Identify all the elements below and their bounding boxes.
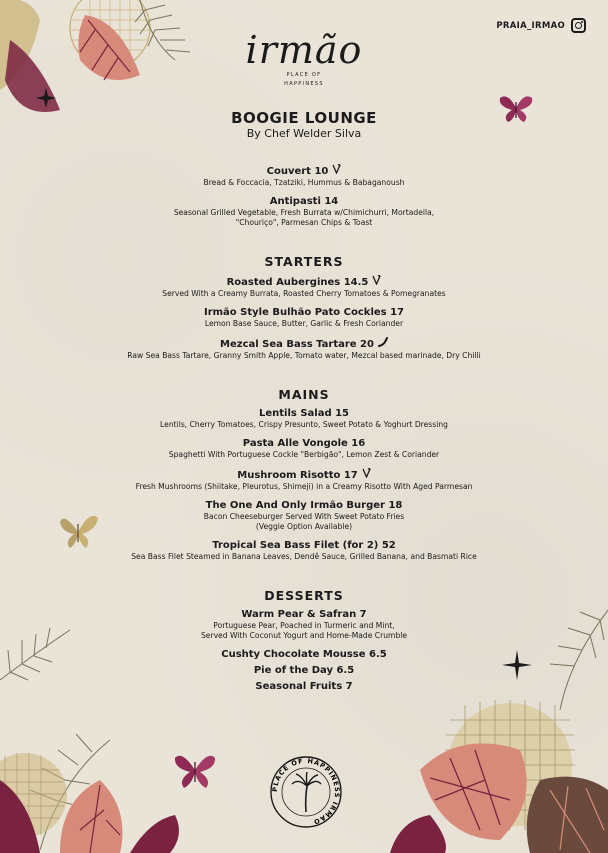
menu-item xyxy=(0,164,608,188)
menu-item-name-text: Antipasti 14 xyxy=(269,196,339,207)
menu-item-name xyxy=(0,609,608,621)
logo-wordmark: irmão xyxy=(245,28,363,72)
starters-section xyxy=(0,275,608,361)
menu-item xyxy=(0,540,608,562)
instagram-handle-text: PRAIA_IRMAO xyxy=(496,20,565,31)
brand-logo xyxy=(0,30,608,88)
menu-item xyxy=(0,665,608,677)
menu-chef: By Chef Welder Silva xyxy=(246,127,362,140)
desserts-section xyxy=(0,609,608,693)
menu-item xyxy=(0,307,608,329)
logo-tagline-line1: PLACE OF xyxy=(286,72,322,78)
menu-item-name-text: Couvert 10 xyxy=(266,166,329,177)
menu-item-description: "Chouriço", Parmesan Chips & Toast xyxy=(235,218,373,227)
menu-item-name-text: Warm Pear & Safran 7 xyxy=(241,609,367,620)
menu-item-name xyxy=(0,196,608,208)
menu-item-description: Bread & Foccacia, Tzatziki, Hummus & Babaganoush xyxy=(203,178,405,187)
menu-item-description: Bacon Cheeseburger Served With Sweet Potato Fries xyxy=(203,512,405,521)
menu-item xyxy=(0,468,608,492)
menu-item-name xyxy=(0,275,608,289)
menu-item-name xyxy=(0,649,608,661)
menu-item-name xyxy=(0,438,608,450)
menu-item xyxy=(0,500,608,532)
menu-item xyxy=(0,275,608,299)
menu-item-name xyxy=(0,408,608,420)
intro-section xyxy=(0,164,608,228)
butterfly-icon xyxy=(172,750,218,790)
menu-title: BOOGIE LOUNGE xyxy=(231,109,377,127)
menu-item-name-text: Cushty Chocolate Mousse 6.5 xyxy=(221,649,387,660)
svg-text:PLACE OF HAPPINESS IRMAO: PLACE OF HAPPINESS IRMAO xyxy=(270,756,342,827)
menu-item-description: Served With Coconut Yogurt and Home-Made Crumble xyxy=(200,631,408,640)
menu-item-name-text: Pasta Alle Vongole 16 xyxy=(242,438,366,449)
menu-item-name-text: Seasonal Fruits 7 xyxy=(255,681,353,692)
menu-item-name xyxy=(0,681,608,693)
menu-item-description: Portuguese Pear, Poached in Turmeric and Mint, xyxy=(213,621,395,630)
menu-item xyxy=(0,649,608,661)
section-title-starters: STARTERS xyxy=(264,254,344,269)
menu-item-name-text: Mushroom Risotto 17 xyxy=(237,470,358,481)
menu-item-description: Seasonal Grilled Vegetable, Fresh Burrata w/Chimichurri, Mortadella, xyxy=(173,208,435,217)
chili-icon xyxy=(378,337,388,351)
section-title-desserts: DESSERTS xyxy=(264,588,344,603)
menu-item-name-text: Lentils Salad 15 xyxy=(258,408,350,419)
menu-item-name xyxy=(0,337,608,351)
menu-content xyxy=(0,110,608,697)
mains-section xyxy=(0,408,608,562)
menu-item-description: Served With a Creamy Burrata, Roasted Cherry Tomatoes & Pomegranates xyxy=(162,289,446,298)
section-title-mains: MAINS xyxy=(278,387,330,402)
menu-item-description: Lentils, Cherry Tomatoes, Crispy Presunto, Sweet Potato & Yoghurt Dressing xyxy=(160,420,448,429)
menu-item-name-text: Pie of the Day 6.5 xyxy=(253,665,355,676)
vegetarian-icon xyxy=(332,164,341,178)
menu-item-description: Raw Sea Bass Tartare, Granny Smith Apple, Tomato water, Mezcal based marinade, Dry Chilli xyxy=(127,351,481,360)
menu-item-description: Sea Bass Filet Steamed in Banana Leaves, Dendê Sauce, Grilled Banana, and Basmati Rice xyxy=(131,552,477,561)
menu-item-name xyxy=(0,164,608,178)
menu-item xyxy=(0,681,608,693)
menu-item-name xyxy=(0,468,608,482)
menu-item xyxy=(0,337,608,361)
menu-item xyxy=(0,609,608,641)
menu-item-description: Lemon Base Sauce, Butter, Garlic & Fresh Coriander xyxy=(204,319,404,328)
menu-item-name-text: Mezcal Sea Bass Tartare 20 xyxy=(220,339,374,350)
menu-item-name xyxy=(0,665,608,677)
menu-item xyxy=(0,408,608,430)
menu-item-name-text: Tropical Sea Bass Filet (for 2) 52 xyxy=(212,540,396,551)
menu-item-name xyxy=(0,307,608,319)
place-of-happiness-seal xyxy=(268,754,344,830)
menu-item-name-text: The One And Only Irmão Burger 18 xyxy=(205,500,403,511)
menu-item-description: Fresh Mushrooms (Shiitake, Pleurotus, Shimeji) in a Creamy Risotto With Aged Parmesan xyxy=(135,482,473,491)
menu-item-name xyxy=(0,500,608,512)
menu-item xyxy=(0,438,608,460)
vegetarian-icon xyxy=(372,275,381,289)
menu-item-description: (Veggie Option Available) xyxy=(255,522,353,531)
vegetarian-icon xyxy=(362,468,371,482)
menu-item-name-text: Roasted Aubergines 14.5 xyxy=(226,277,369,288)
menu-item xyxy=(0,196,608,228)
menu-item-name-text: Irmão Style Bulhão Pato Cockles 17 xyxy=(203,307,405,318)
menu-item-name xyxy=(0,540,608,552)
menu-item-description: Spaghetti With Portuguese Cockle "Berbigão", Lemon Zest & Coriander xyxy=(168,450,440,459)
logo-tagline-line2: HAPPINESS xyxy=(284,81,324,87)
